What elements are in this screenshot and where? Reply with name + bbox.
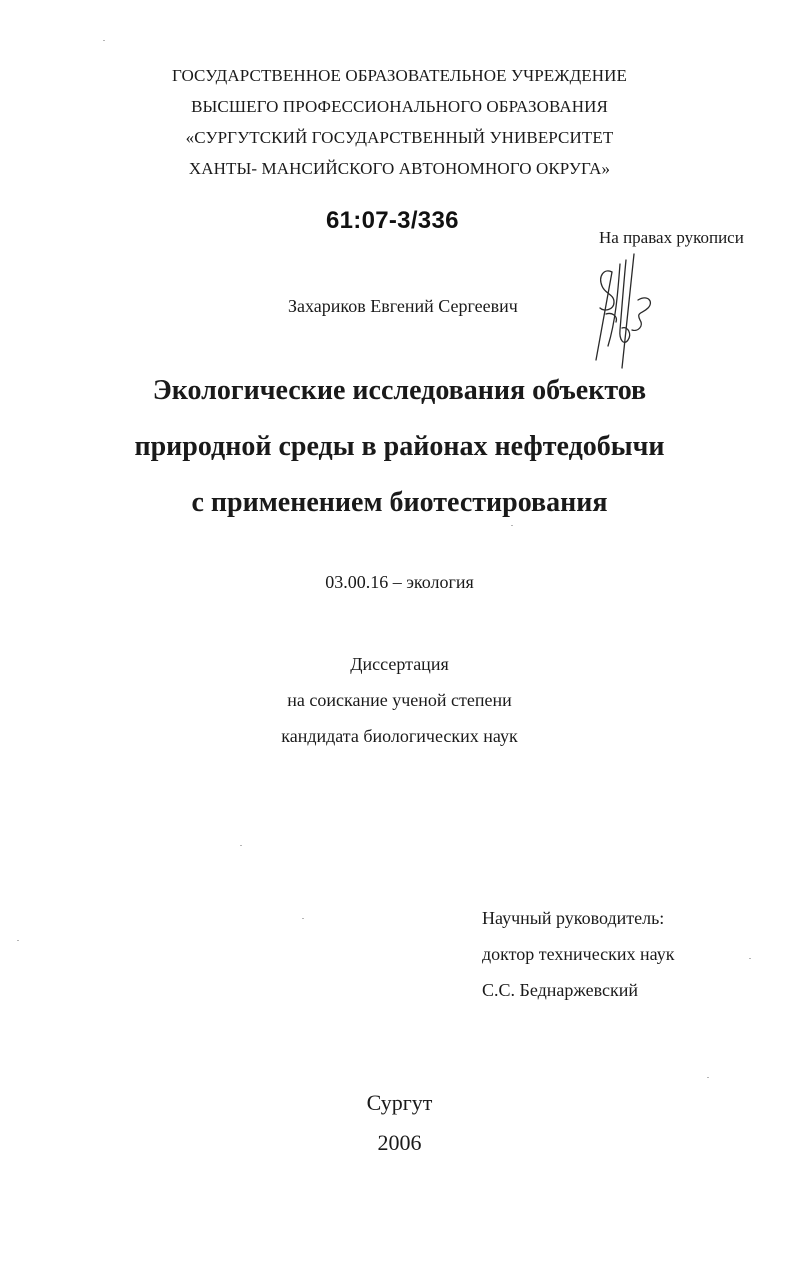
supervisor-line: С.С. Беднаржевский <box>482 980 638 1000</box>
degree-line: Диссертация <box>350 654 449 674</box>
degree-line: на соискание ученой степени <box>287 690 512 710</box>
title-line: Экологические исследования объектов <box>152 375 647 406</box>
rights-note: На правах рукописи <box>599 228 744 247</box>
supervisor-line: Научный руководитель: <box>482 908 665 928</box>
year: 2006 <box>377 1130 422 1155</box>
scan-speck <box>749 958 751 959</box>
specialty-code: 03.00.16 – экология <box>325 572 474 592</box>
signature-icon <box>568 250 668 370</box>
scan-speck <box>103 40 105 41</box>
scan-speck <box>511 525 513 526</box>
title-line: с применением биотестирования <box>191 487 608 518</box>
institution-line: ВЫСШЕГО ПРОФЕССИОНАЛЬНОГО ОБРАЗОВАНИЯ <box>191 97 608 116</box>
place-and-year <box>0 1083 799 1163</box>
institution-line: ГОСУДАРСТВЕННОЕ ОБРАЗОВАТЕЛЬНОЕ УЧРЕЖДЕНИЕ <box>171 66 628 85</box>
degree-line: кандидата биологических наук <box>281 726 518 746</box>
archive-code-stamp: 61:07-3/336 <box>326 207 459 234</box>
scan-speck <box>240 845 242 846</box>
title-line: природной среды в районах нефтедобычи <box>134 431 665 462</box>
institution-header <box>0 60 799 184</box>
scan-speck <box>302 918 304 919</box>
degree-statement <box>0 646 799 754</box>
city-name: Сургут <box>366 1090 433 1115</box>
institution-line: «СУРГУТСКИЙ ГОСУДАРСТВЕННЫЙ УНИВЕРСИТЕТ <box>185 128 614 147</box>
dissertation-title <box>0 363 799 531</box>
author-name: Захариков Евгений Сергеевич <box>288 296 518 316</box>
supervisor-line: доктор технических наук <box>482 944 675 964</box>
supervisor-block <box>482 900 675 1008</box>
scan-speck <box>707 1077 709 1078</box>
institution-line: ХАНТЫ- МАНСИЙСКОГО АВТОНОМНОГО ОКРУГА» <box>188 159 611 178</box>
scan-speck <box>17 940 19 941</box>
